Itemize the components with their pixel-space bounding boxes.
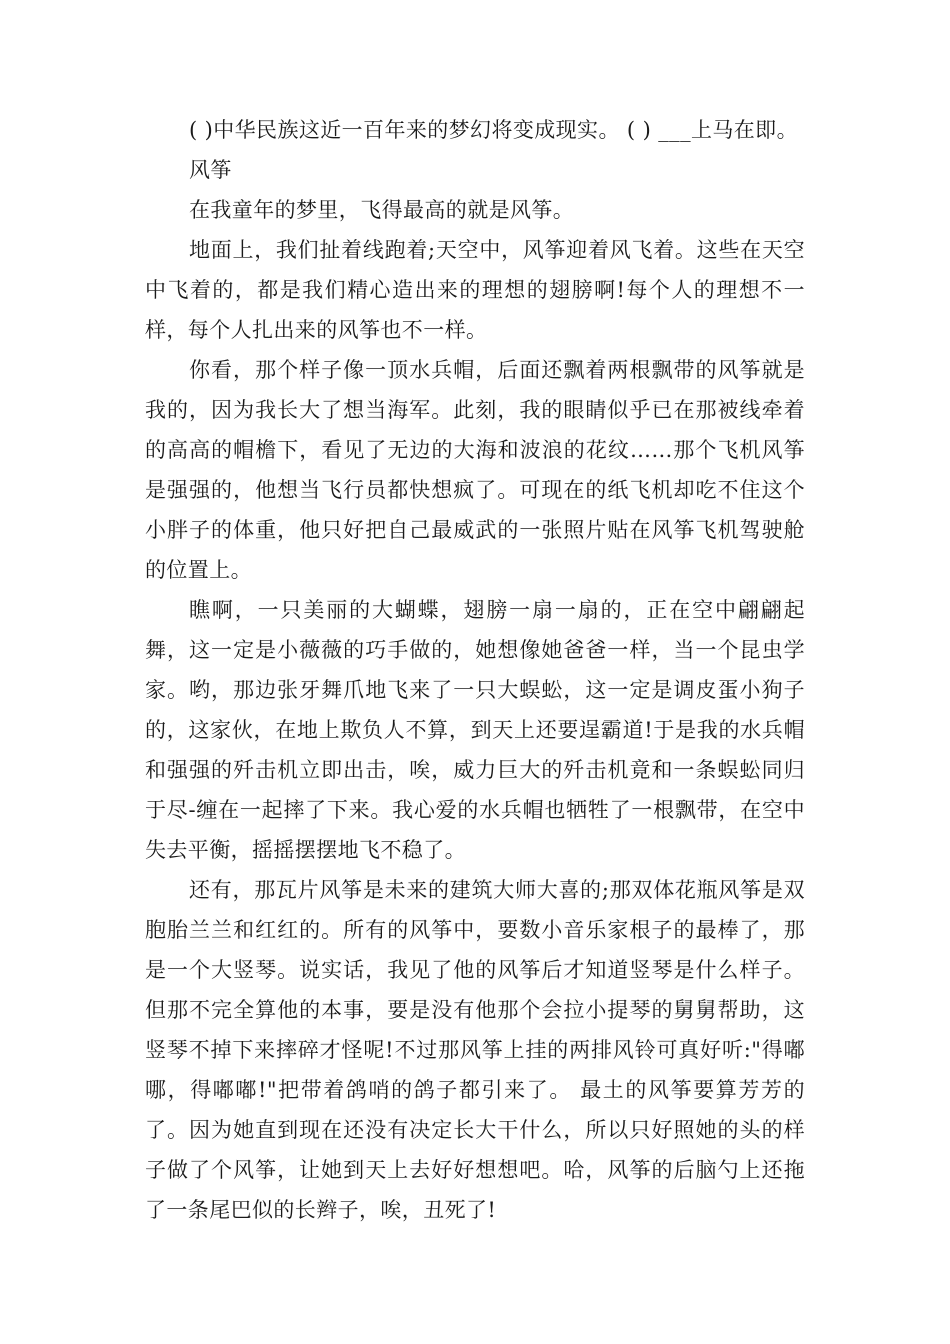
paragraph-5: 还有，那瓦片风筝是未来的建筑大师大喜的;那双体花瓶风筝是双胞胎兰兰和红红的。所有的风筝中，要数小音乐家根子的最棒了，那是一个大竖琴。说实话，我见了他的风筝后才知道竖琴是什么样子。但那不完全算他的本事，要是没有他那个会拉小提琴的舅舅帮助，这竖琴不掉下来摔碎才怪呢!不过那风筝上挂的两排风铃可真好听:"得嘟哪，得嘟嘟!"把带着鸽哨的鸽子都引来了。 最土的风筝要算芳芳的了。因为她直到现在还没有决定长大干什么，所以只好照她的头的样子做了个风筝，让她到天上去好好想想吧。哈，风筝的后脑勺上还拖了一条尾巴似的长辫子，唉，丑死了! [145, 878, 805, 1222]
paragraph-4: 瞧啊，一只美丽的大蝴蝶，翅膀一扇一扇的，正在空中翩翩起舞，这一定是小薇薇的巧手做的，她想像她爸爸一样，当一个昆虫学家。哟，那边张牙舞爪地飞来了一只大蜈蚣，这一定是调皮蛋小狗子的，这家伙，在地上欺负人不算，到天上还要逞霸道!于是我的水兵帽和强强的歼击机立即出击，唉，威力巨大的歼击机竟和一条蜈蚣同归于尽-缠在一起摔了下来。我心爱的水兵帽也牺牲了一根飘带，在空中失去平衡，摇摇摆摆地飞不稳了。 [145, 598, 805, 862]
paragraph-3: 你看，那个样子像一顶水兵帽，后面还飘着两根飘带的风筝就是我的，因为我长大了想当海军。此刻，我的眼睛似乎已在那被线牵着的高高的帽檐下，看见了无边的大海和波浪的花纹……那个飞机风筝是强强的，他想当飞行员都快想疯了。可现在的纸飞机却吃不住这个小胖子的体重，他只好把自己最威武的一张照片贴在风筝飞机驾驶舱的位置上。 [145, 358, 805, 582]
document-body [145, 110, 805, 1230]
essay-title: 风筝 [189, 158, 232, 182]
paragraph-2: 地面上，我们扯着线跑着;天空中，风筝迎着风飞着。这些在天空中飞着的，都是我们精心造出来的理想的翅膀啊!每个人的理想不一样，每个人扎出来的风筝也不一样。 [145, 238, 805, 342]
paragraph-1: 在我童年的梦里，飞得最高的就是风筝。 [189, 198, 575, 222]
intro-line: ( )中华民族这近一百年来的梦幻将变成现实。 ( ) ___上马在即。 [189, 118, 798, 142]
